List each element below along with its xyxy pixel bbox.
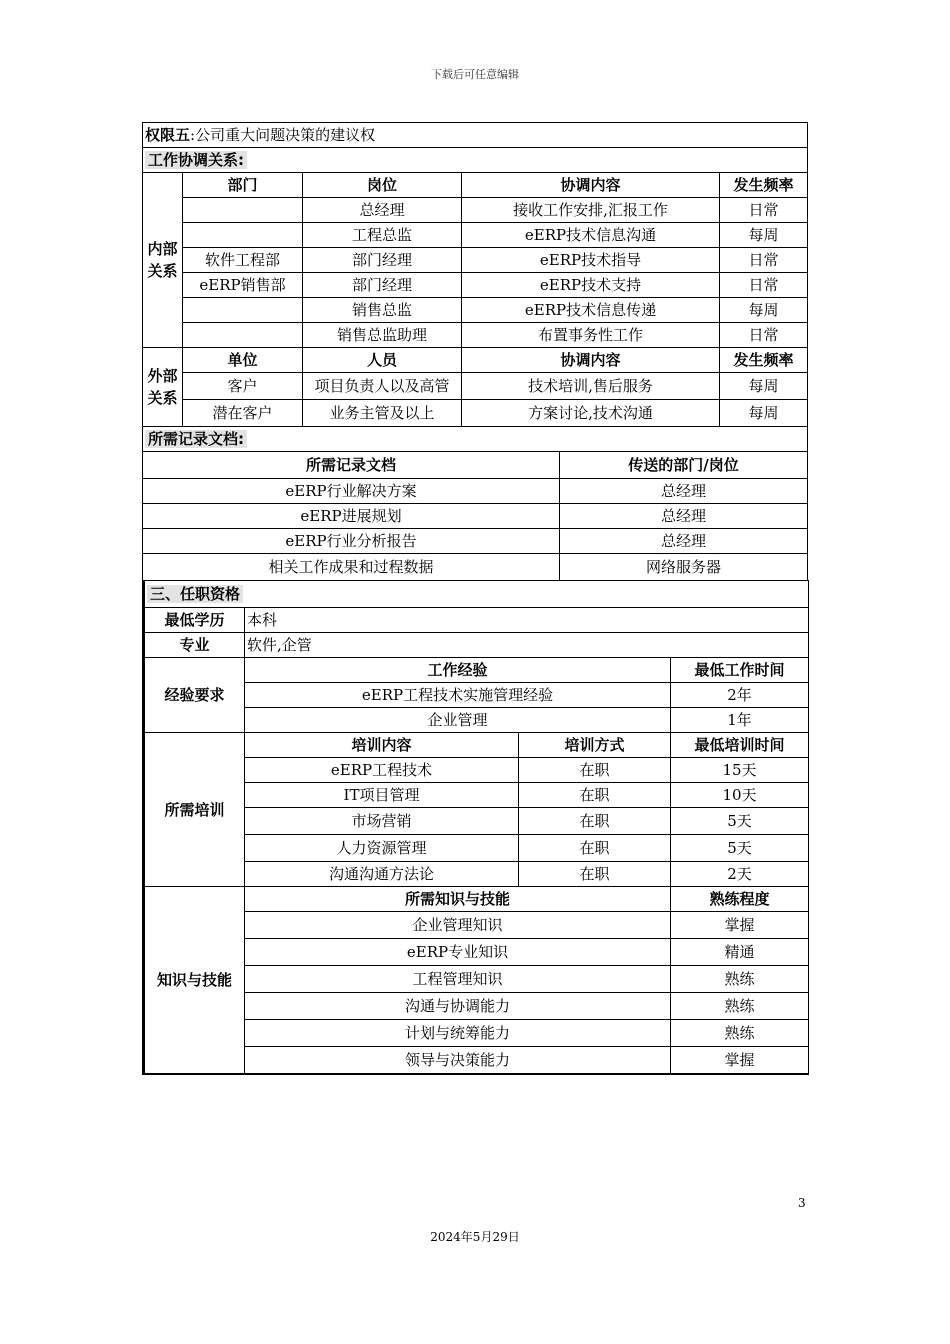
table-cell: 部门经理 [303, 248, 462, 273]
table-cell: 精通 [671, 939, 809, 966]
table-row [143, 529, 808, 554]
table-cell: 相关工作成果和过程数据 [143, 554, 560, 581]
table-cell: 日常 [720, 273, 808, 298]
table-cell: 总经理 [303, 198, 462, 223]
documents-title-row [143, 427, 808, 452]
table-cell: 总经理 [560, 529, 808, 554]
header-cell: 培训方式 [519, 733, 671, 758]
education-label: 最低学历 [144, 608, 245, 633]
authority-label: 权限五 [145, 126, 191, 144]
table-cell: 每周 [720, 223, 808, 248]
table-cell: eERP技术指导 [462, 248, 720, 273]
table-row [143, 298, 808, 323]
major-value: 软件,企管 [245, 633, 809, 658]
table-cell: 销售总监 [303, 298, 462, 323]
table-cell: 项目负责人以及高管 [303, 373, 462, 400]
table-cell: 业务主管及以上 [303, 400, 462, 427]
table-cell: 掌握 [671, 912, 809, 939]
header-cell: 协调内容 [462, 348, 720, 373]
table-cell: 在职 [519, 808, 671, 835]
table-cell: 15天 [671, 758, 809, 783]
internal-relation-label: 内部关系 [143, 173, 183, 348]
table-cell: 软件工程部 [183, 248, 303, 273]
header-cell: 最低工作时间 [671, 658, 809, 683]
table-cell: eERP行业分析报告 [143, 529, 560, 554]
authority-row [143, 123, 808, 148]
header-cell: 发生频率 [720, 348, 808, 373]
table-cell: eERP行业解决方案 [143, 479, 560, 504]
table-cell: 销售总监助理 [303, 323, 462, 348]
section-title: 三、任职资格 [147, 585, 243, 603]
job-description-sheet [142, 122, 807, 1075]
qualifications-title-row [144, 581, 809, 608]
table-row [143, 400, 808, 427]
table-cell: 沟通与协调能力 [245, 993, 671, 1020]
table-cell: 潜在客户 [183, 400, 303, 427]
table-cell: 每周 [720, 373, 808, 400]
table-cell: 工程总监 [303, 223, 462, 248]
header-cell: 工作经验 [245, 658, 671, 683]
coordination-title-row [143, 148, 808, 173]
table-cell: 每周 [720, 400, 808, 427]
table-row [143, 248, 808, 273]
education-value: 本科 [245, 608, 809, 633]
table-row [143, 323, 808, 348]
table-cell: 企业管理 [245, 708, 671, 733]
qualifications-table [142, 580, 809, 1075]
table-cell: 方案讨论,技术沟通 [462, 400, 720, 427]
table-cell: 工程管理知识 [245, 966, 671, 993]
authority-text: :公司重大问题决策的建议权 [190, 126, 376, 144]
header-cell: 传送的部门/岗位 [560, 452, 808, 479]
section-title: 所需记录文档: [145, 430, 247, 448]
table-cell: 在职 [519, 862, 671, 887]
table-cell: 部门经理 [303, 273, 462, 298]
header-cell: 熟练程度 [671, 887, 809, 912]
table-row [143, 223, 808, 248]
external-relation-label: 外部关系 [143, 348, 183, 427]
table-cell: 日常 [720, 323, 808, 348]
header-cell: 培训内容 [245, 733, 519, 758]
training-label: 所需培训 [144, 733, 245, 887]
table-cell: eERP专业知识 [245, 939, 671, 966]
table-cell: 日常 [720, 198, 808, 223]
table-row [143, 198, 808, 223]
table-cell: 每周 [720, 298, 808, 323]
table-cell: eERP技术支持 [462, 273, 720, 298]
table-cell: 在职 [519, 783, 671, 808]
table-cell: 总经理 [560, 479, 808, 504]
table-cell [183, 198, 303, 223]
table-cell: 客户 [183, 373, 303, 400]
table-cell: 在职 [519, 835, 671, 862]
table-cell: 网络服务器 [560, 554, 808, 581]
experience-label: 经验要求 [144, 658, 245, 733]
table-cell: IT项目管理 [245, 783, 519, 808]
table-cell: 领导与决策能力 [245, 1047, 671, 1075]
table-cell: 企业管理知识 [245, 912, 671, 939]
table-cell [183, 223, 303, 248]
page-number: 3 [798, 1196, 806, 1210]
page-header: 下载后可任意编辑 [431, 68, 519, 81]
header-cell: 协调内容 [462, 173, 720, 198]
table-cell: 掌握 [671, 1047, 809, 1075]
table-row [143, 373, 808, 400]
header-cell: 部门 [183, 173, 303, 198]
table-cell: 日常 [720, 248, 808, 273]
table-cell: 2天 [671, 862, 809, 887]
table-cell: 1年 [671, 708, 809, 733]
table-cell: eERP技术信息传递 [462, 298, 720, 323]
table-cell: 5天 [671, 835, 809, 862]
header-cell: 单位 [183, 348, 303, 373]
header-cell: 发生频率 [720, 173, 808, 198]
table-row [143, 273, 808, 298]
table-cell [183, 298, 303, 323]
table-cell: 熟练 [671, 993, 809, 1020]
header-cell: 所需知识与技能 [245, 887, 671, 912]
table-cell: 2年 [671, 683, 809, 708]
table-row [143, 504, 808, 529]
footer-date: 2024年5月29日 [430, 1230, 520, 1244]
table-row [143, 554, 808, 581]
skills-label: 知识与技能 [144, 887, 245, 1075]
coordination-table [142, 122, 808, 427]
section-title: 工作协调关系: [145, 151, 247, 169]
header-cell: 最低培训时间 [671, 733, 809, 758]
table-cell [183, 323, 303, 348]
table-cell: eERP工程技术 [245, 758, 519, 783]
table-cell: 5天 [671, 808, 809, 835]
table-cell: eERP技术信息沟通 [462, 223, 720, 248]
table-cell: 沟通沟通方法论 [245, 862, 519, 887]
table-cell: 10天 [671, 783, 809, 808]
table-cell: 总经理 [560, 504, 808, 529]
table-cell: 接收工作安排,汇报工作 [462, 198, 720, 223]
table-cell: eERP销售部 [183, 273, 303, 298]
documents-table [142, 426, 808, 581]
table-cell: 技术培训,售后服务 [462, 373, 720, 400]
table-cell: 人力资源管理 [245, 835, 519, 862]
header-cell: 岗位 [303, 173, 462, 198]
header-cell: 所需记录文档 [143, 452, 560, 479]
major-label: 专业 [144, 633, 245, 658]
table-cell: eERP工程技术实施管理经验 [245, 683, 671, 708]
table-cell: 熟练 [671, 966, 809, 993]
table-cell: 计划与统筹能力 [245, 1020, 671, 1047]
table-cell: eERP进展规划 [143, 504, 560, 529]
header-cell: 人员 [303, 348, 462, 373]
table-cell: 熟练 [671, 1020, 809, 1047]
table-row [143, 479, 808, 504]
table-cell: 市场营销 [245, 808, 519, 835]
table-cell: 在职 [519, 758, 671, 783]
table-cell: 布置事务性工作 [462, 323, 720, 348]
